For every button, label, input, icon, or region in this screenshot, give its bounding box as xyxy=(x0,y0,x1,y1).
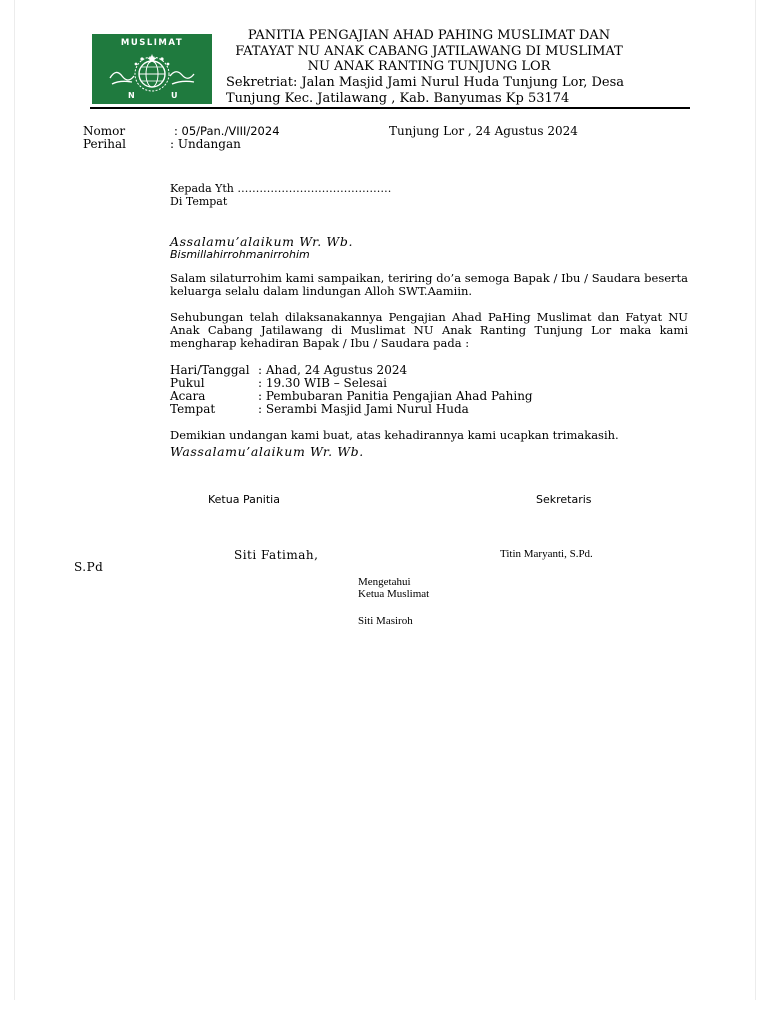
detail-value: : Ahad, 24 Agustus 2024 xyxy=(258,363,408,377)
ketua-name: Siti Fatimah, xyxy=(234,548,319,562)
nu-emblem-icon xyxy=(92,34,212,104)
ketua-title: Ketua Panitia xyxy=(208,493,280,506)
detail-row-place xyxy=(170,402,469,416)
header-line-1: PANITIA PENGAJIAN AHAD PAHING MUSLIMAT DAN xyxy=(247,28,611,43)
bismillah: Bismillahirrohmanirrohim xyxy=(170,248,310,261)
paragraph-invitation: Sehubungan telah dilaksanakannya Pengajian Ahad PaHing Muslimat dan Fatyat NU Anak Cabang Jatilawang di Muslimat NU Anak Ranting Tunjung Lor maka kami mengharap kehadiran Bapak / Ibu / Saudara pada : xyxy=(170,310,688,350)
closing-sentence: Demikian undangan kami buat, atas kehadirannya kami ucapkan trimakasih. xyxy=(170,428,619,442)
muslimat-name: Siti Masiroh xyxy=(358,615,413,627)
ketua-muslimat-title: Ketua Muslimat xyxy=(358,588,430,600)
perihal-value: : Undangan xyxy=(170,137,241,151)
ketua-name-suffix: S.Pd xyxy=(74,560,104,574)
recipient-line-1: Kepada Yth …………………………………… xyxy=(170,182,392,195)
header-address-2: Tunjung Kec. Jatilawang , Kab. Banyumas Kp 53174 xyxy=(226,91,570,106)
header-line-2: FATAYAT NU ANAK CABANG JATILAWANG DI MUSLIMAT xyxy=(235,44,623,59)
sekretaris-name: Titin Maryanti, S.Pd. xyxy=(500,548,593,560)
paragraph-greeting: Salam silaturrohim kami sampaikan, teriring do’a semoga Bapak / Ibu / Saudara beserta keluarga selalu dalam lindungan Alloh SWT.Aamiin. xyxy=(170,271,688,298)
logo-letter-u: U xyxy=(171,91,178,100)
sekretaris-title: Sekretaris xyxy=(536,493,592,506)
detail-row-event xyxy=(170,389,533,403)
salam-closing: Wassalamu’alaikum Wr. Wb. xyxy=(170,444,364,459)
detail-value: : Pembubaran Panitia Pengajian Ahad Pahing xyxy=(258,389,533,403)
muslimat-logo xyxy=(92,34,212,104)
nomor-value: : 05/Pan./VIII/2024 xyxy=(174,124,280,138)
detail-label: Hari/Tanggal xyxy=(170,363,250,377)
header-address-1: Sekretriat: Jalan Masjid Jami Nurul Huda Tunjung Lor, Desa xyxy=(226,75,625,90)
detail-row-date xyxy=(170,363,407,377)
header-line-3: NU ANAK RANTING TUNJUNG LOR xyxy=(307,59,551,74)
header-rule xyxy=(90,107,690,109)
detail-value: : 19.30 WIB – Selesai xyxy=(258,376,387,390)
detail-label: Tempat xyxy=(170,402,216,416)
detail-value: : Serambi Masjid Jami Nurul Huda xyxy=(258,402,469,416)
detail-row-time xyxy=(170,376,387,390)
logo-title: MUSLIMAT xyxy=(120,38,184,48)
mengetahui-label: Mengetahui xyxy=(358,576,411,588)
perihal-label: Perihal xyxy=(83,137,126,151)
place-date: Tunjung Lor , 24 Agustus 2024 xyxy=(389,124,578,138)
nomor-label: Nomor xyxy=(83,124,126,138)
recipient-line-2: Di Tempat xyxy=(170,195,228,208)
salam-opening: Assalamu’alaikum Wr. Wb. xyxy=(170,234,354,249)
detail-label: Pukul xyxy=(170,376,205,390)
detail-label: Acara xyxy=(170,389,206,403)
logo-letter-n: N xyxy=(128,91,135,100)
